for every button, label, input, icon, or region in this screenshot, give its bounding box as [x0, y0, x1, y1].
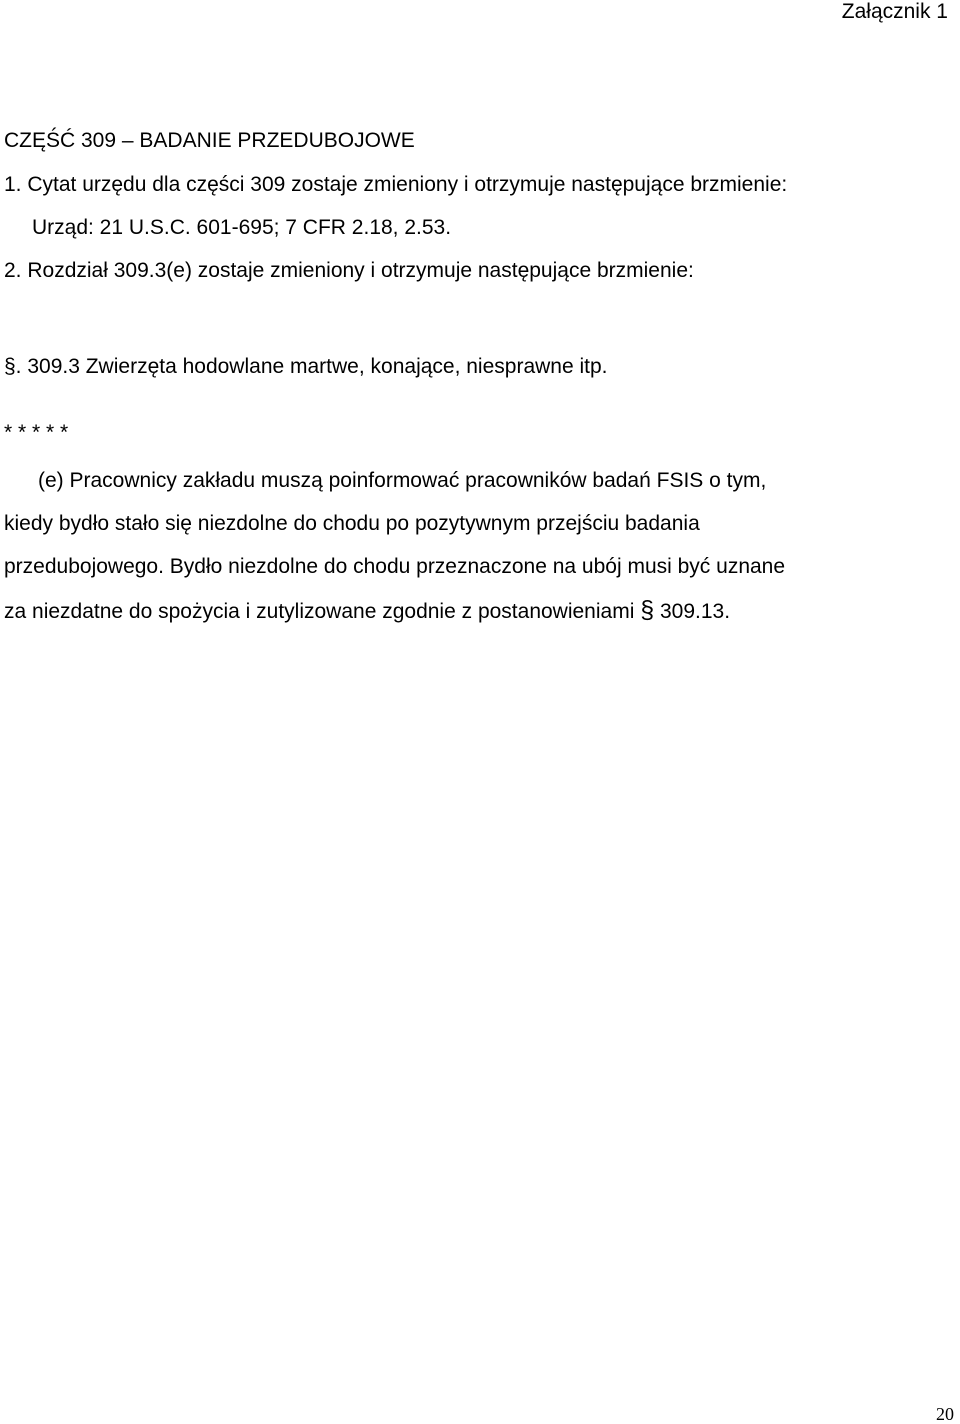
section-sign: §	[640, 596, 655, 624]
paragraph-e-line-4-ref: 309.13.	[659, 600, 731, 623]
annex-label: Załącznik 1	[841, 0, 948, 23]
paragraph-e-line-4	[4, 597, 730, 625]
paragraph-e-line-1: (e) Pracownicy zakładu muszą poinformować pracowników badań FSIS o tym,	[38, 469, 767, 492]
item-2-text: 2. Rozdział 309.3(e) zostaje zmieniony i otrzymuje następujące brzmienie:	[4, 259, 694, 282]
paragraph-e-line-4-text: za niezdatne do spożycia i zutylizowane zgodnie z postanowieniami	[4, 600, 635, 623]
paragraph-e-line-3: przedubojowego. Bydło niezdolne do chodu przeznaczone na ubój musi być uznane	[4, 555, 786, 578]
omission-mark: * * * * *	[4, 421, 69, 444]
page-number: 20	[936, 1404, 954, 1424]
part-title: CZĘŚĆ 309 – BADANIE PRZEDUBOJOWE	[4, 129, 415, 152]
paragraph-e-line-2: kiedy bydło stało się niezdolne do chodu po pozytywnym przejściu badania	[4, 512, 700, 535]
item-1-authority: Urząd: 21 U.S.C. 601-695; 7 CFR 2.18, 2.53.	[32, 216, 452, 239]
item-1-text: 1. Cytat urzędu dla części 309 zostaje zmieniony i otrzymuje następujące brzmienie:	[4, 173, 788, 196]
section-heading: §. 309.3 Zwierzęta hodowlane martwe, konające, niesprawne itp.	[4, 355, 608, 378]
